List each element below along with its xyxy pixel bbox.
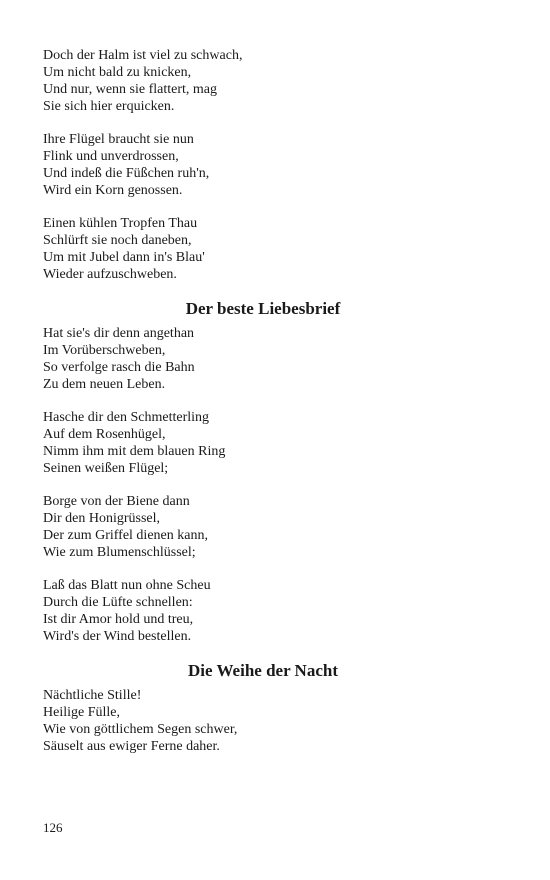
verse-line: Flink und unverdrossen, <box>43 149 179 164</box>
stanza <box>43 47 483 115</box>
verse-line: Wie zum Blumenschlüssel; <box>43 545 196 560</box>
verse-line: Wieder aufzuschweben. <box>43 267 177 282</box>
verse-line: Wird ein Korn genossen. <box>43 183 183 198</box>
verse-line: Um nicht bald zu knicken, <box>43 65 192 80</box>
verse-line: Sie sich hier erquicken. <box>43 99 175 114</box>
verse-line: Doch der Halm ist viel zu schwach, <box>43 48 243 63</box>
verse-line: Ihre Flügel braucht sie nun <box>43 132 194 147</box>
verse-line: Um mit Jubel dann in's Blau' <box>43 250 205 265</box>
verse-line: Heilige Fülle, <box>43 705 120 720</box>
verse-line: So verfolge rasch die Bahn <box>43 360 195 375</box>
verse-line: Zu dem neuen Leben. <box>43 377 166 392</box>
stanza <box>43 325 483 393</box>
verse-line: Säuselt aus ewiger Ferne daher. <box>43 739 220 754</box>
verse-line: Und indeß die Füßchen ruh'n, <box>43 166 210 181</box>
verse-line: Dir den Honigrüssel, <box>43 511 161 526</box>
verse-line: Laß das Blatt nun ohne Scheu <box>43 578 211 593</box>
stanza <box>43 493 483 561</box>
verse-line: Hat sie's dir denn angethan <box>43 326 195 341</box>
verse-line: Hasche dir den Schmetterling <box>43 410 210 425</box>
poem-der-beste-liebesbrief <box>43 299 483 645</box>
verse-line: Auf dem Rosenhügel, <box>43 427 166 442</box>
verse-line: Durch die Lüfte schnellen: <box>43 595 193 610</box>
stanza <box>43 687 483 755</box>
verse-line: Im Vorüberschweben, <box>43 343 166 358</box>
stanza <box>43 409 483 477</box>
verse-line: Ist dir Amor hold und treu, <box>43 612 194 627</box>
poem-title: Der beste Liebesbrief <box>185 299 341 318</box>
verse-line: Nächtliche Stille! <box>43 688 142 703</box>
page-body <box>43 47 483 771</box>
stanza <box>43 215 483 283</box>
verse-line: Einen kühlen Tropfen Thau <box>43 216 198 231</box>
verse-line: Seinen weißen Flügel; <box>43 461 169 476</box>
verse-line: Wird's der Wind bestellen. <box>43 629 192 644</box>
verse-line: Und nur, wenn sie flattert, mag <box>43 82 218 97</box>
poem-title: Die Weihe der Nacht <box>188 661 338 680</box>
verse-line: Nimm ihm mit dem blauen Ring <box>43 444 226 459</box>
poem-continuation <box>43 47 483 283</box>
page-number: 126 <box>43 820 63 835</box>
stanza <box>43 577 483 645</box>
verse-line: Schlürft sie noch daneben, <box>43 233 192 248</box>
verse-line: Borge von der Biene dann <box>43 494 190 509</box>
verse-line: Wie von göttlichem Segen schwer, <box>43 722 238 737</box>
stanza <box>43 131 483 199</box>
poem-die-weihe-der-nacht <box>43 661 483 755</box>
verse-line: Der zum Griffel dienen kann, <box>43 528 208 543</box>
